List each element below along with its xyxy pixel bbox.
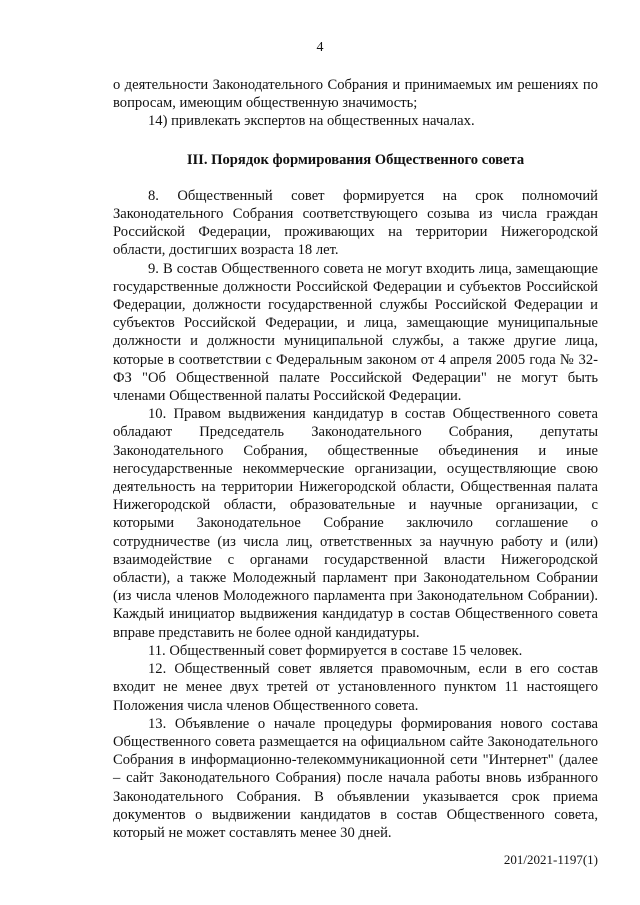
document-body: [113, 76, 598, 842]
section-heading: III. Порядок формирования Общественного совета: [186, 151, 525, 168]
paragraph-10: 10. Правом выдвижения кандидатур в состав Общественного совета обладают Председатель Законодательного Собрания, депутаты Законодательного Собрания, общественные объединения и иные негосударственные некоммерческие организации, осуществляющие свою деятельность на территории Нижегородской области, Общественная палата Нижегородской области, образовательные и научные организации, с которыми Законодательное Собрание заключило соглашение о сотрудничестве (из числа лиц, ответственных за научную работу и (или) взаимодействие с органами государственной власти Нижегородской области), а также Молодежный парламент при Законодательном Собрании (из числа членов Молодежного парламента при Законодательном Собрании). Каждый инициатор выдвижения кандидатур в состав Общественного совета вправе представить не более одной кандидатуры.: [113, 406, 598, 641]
page-number: 4: [316, 40, 324, 55]
paragraph-11: 11. Общественный совет формируется в составе 15 человек.: [148, 642, 523, 659]
paragraph-continuation: о деятельности Законодательного Собрания и принимаемых им решениях по вопросам, имеющим общественную значимость;: [113, 77, 598, 112]
paragraph-9: 9. В состав Общественного совета не могут входить лица, замещающие государственные должности Российской Федерации и субъектов Российской Федерации, должности государственной службы Российской Федерации и субъектов Российской Федерации, и лица, замещающие муниципальные должности и должности муниципальной службы, а также другие лица, которые в соответствии с Федеральным законом от 4 апреля 2005 года № 32-ФЗ "Об Общественной палате Российской Федерации" не могут быть членами Общественной палаты Российской Федерации.: [113, 260, 598, 405]
document-code: 201/2021-1197(1): [503, 852, 598, 867]
paragraph-8: 8. Общественный совет формируется на срок полномочий Законодательного Собрания соответствующего созыва из числа граждан Российской Федерации, проживающих на территории Нижегородской области, достигших возраста 18 лет.: [113, 187, 598, 259]
paragraph-13: 13. Объявление о начале процедуры формирования нового состава Общественного совета размещается на официальном сайте Законодательного Собрания в информационно-телекоммуникационной сети "Интернет" (далее – сайт Законодательного Собрания) после начала работы вновь избранного Законодательного Собрания. В объявлении указывается срок приема документов о выдвижении кандидатов в состав Общественного совета, который не может составлять менее 30 дней.: [113, 715, 598, 841]
paragraph-14: 14) привлекать экспертов на общественных началах.: [148, 113, 475, 130]
paragraph-12: 12. Общественный совет является правомочным, если в его состав входит не менее двух третей от установленного пунктом 11 настоящего Положения числа членов Общественного совета.: [113, 661, 598, 714]
